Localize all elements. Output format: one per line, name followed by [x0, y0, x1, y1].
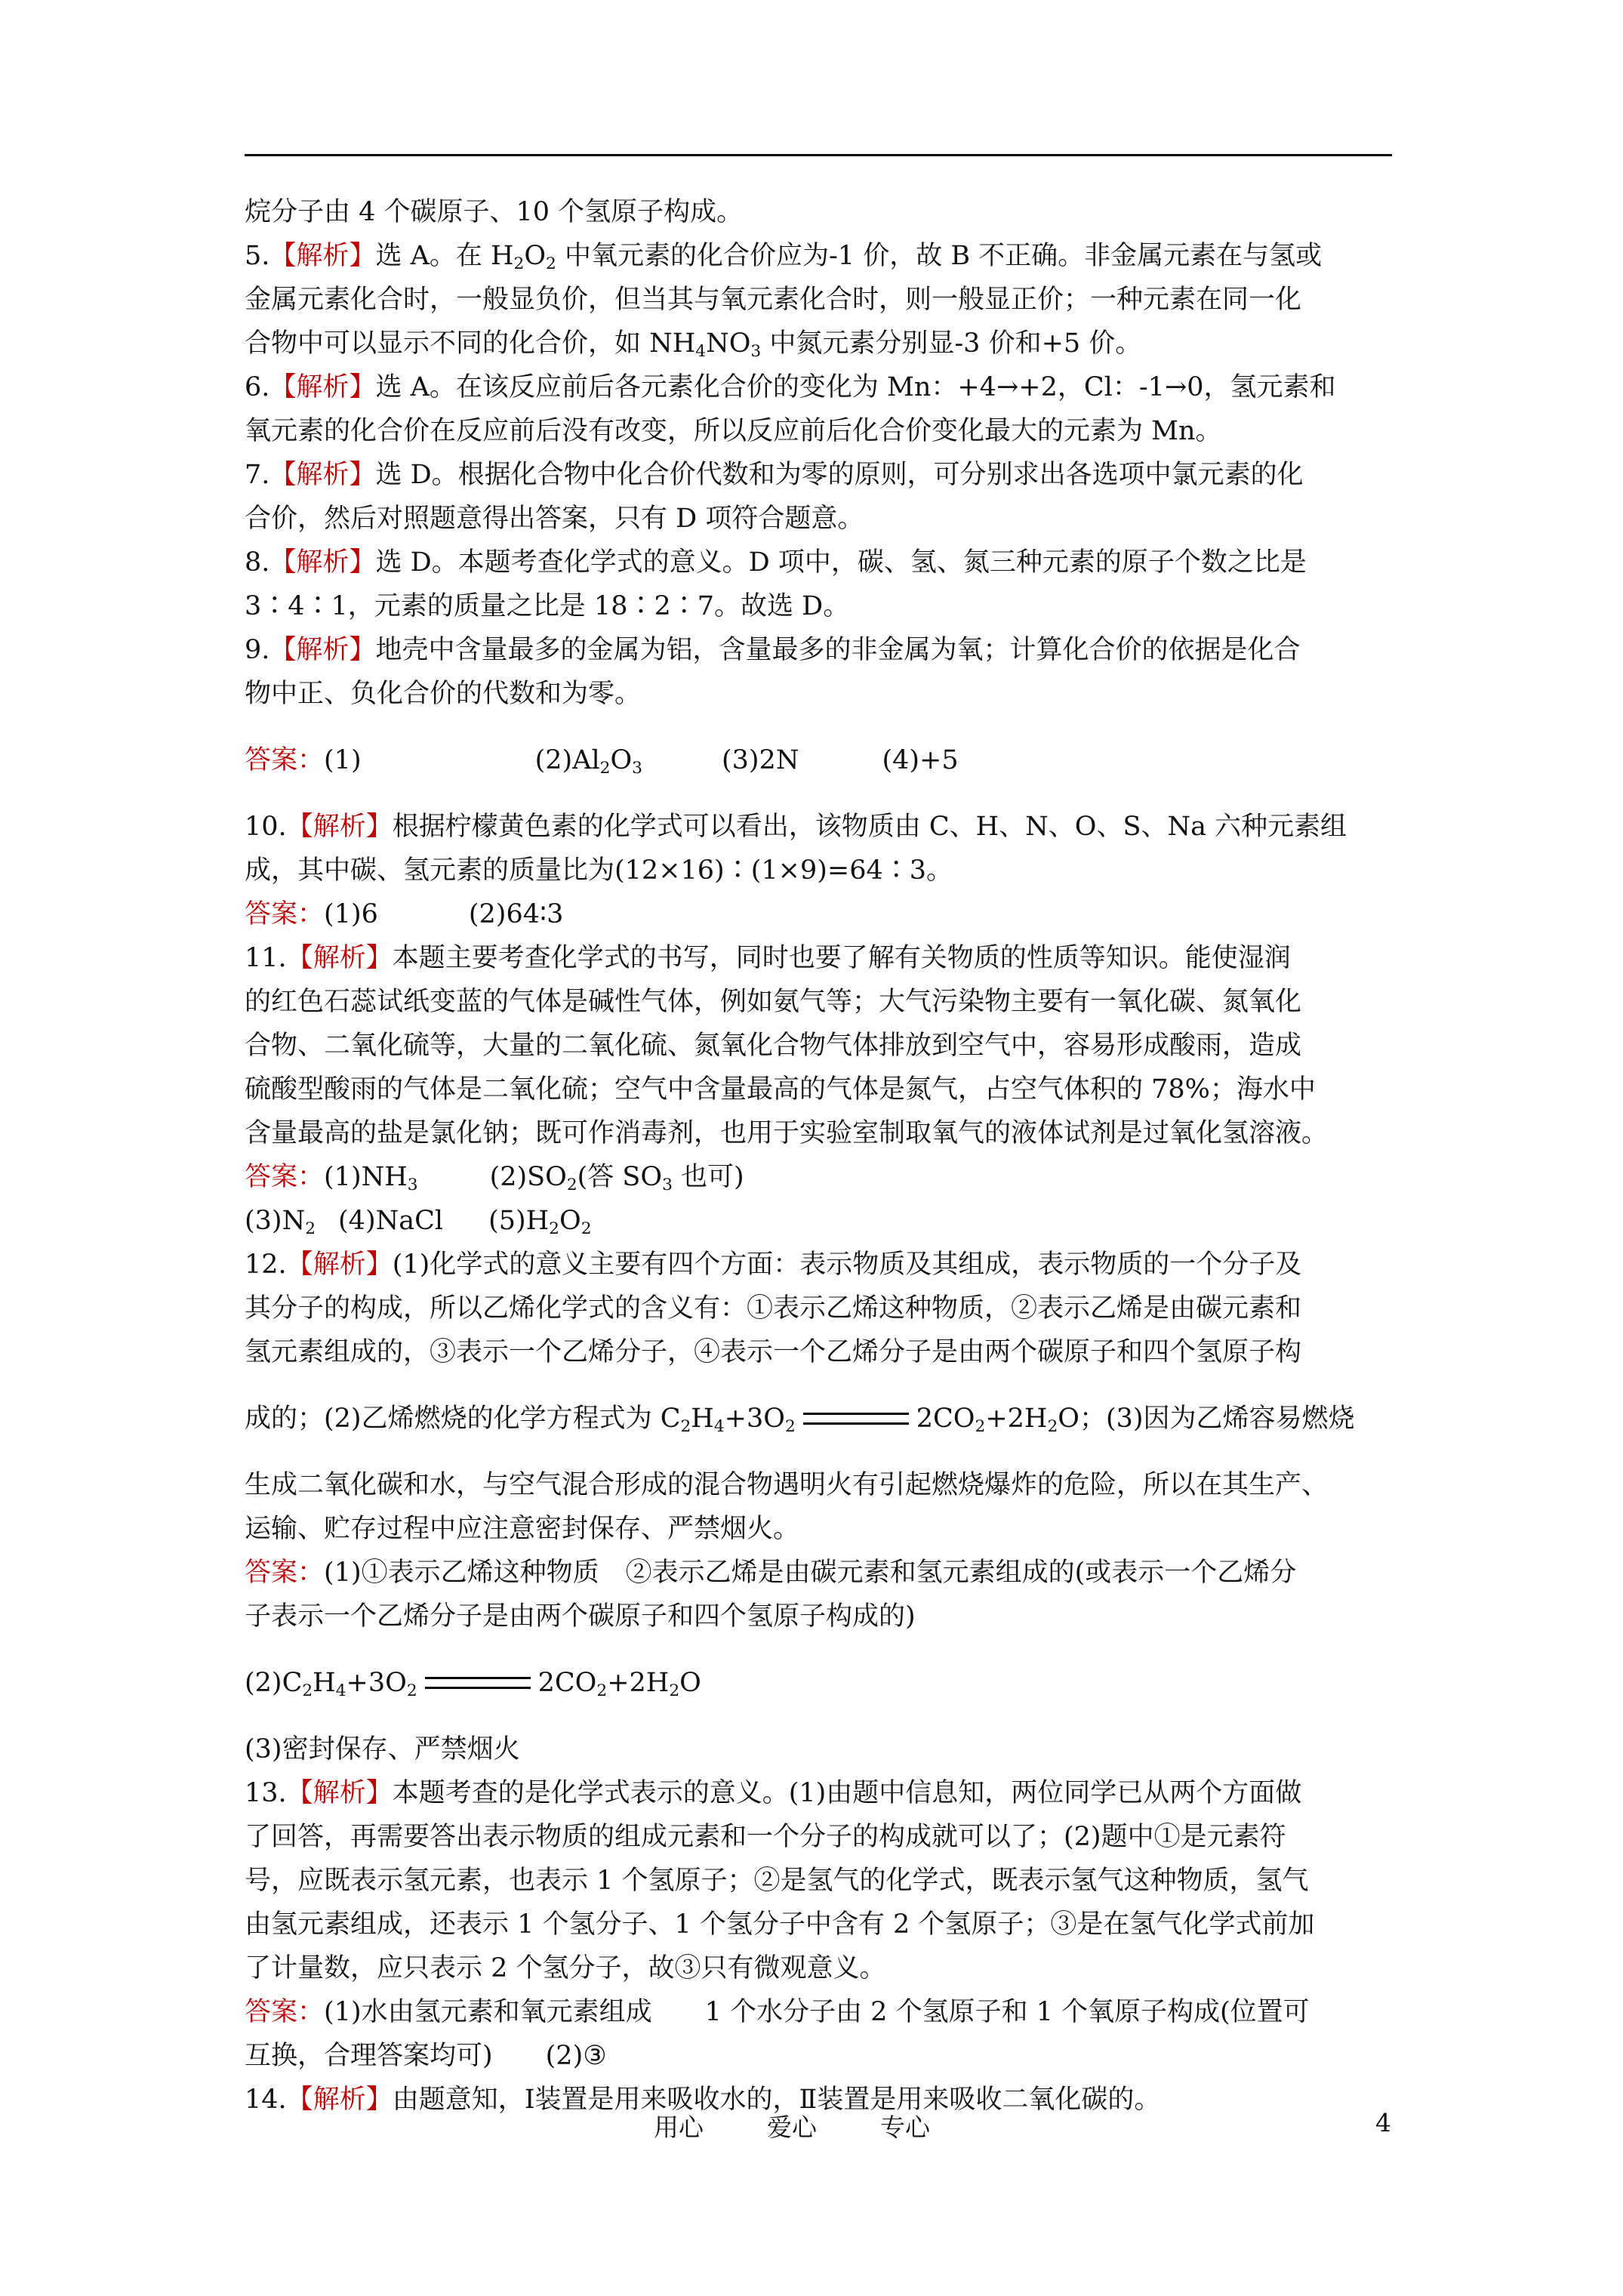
- header-rule: [245, 154, 1392, 156]
- text-line: 运输、贮存过程中应注意密封保存、严禁烟火。: [245, 1514, 800, 1544]
- text-line: 号，应既表示氢元素，也表示 1 个氢原子；②是氢气的化学式，既表示氢气这种物质，氢气: [245, 1866, 1309, 1896]
- text-line: 合价，然后对照题意得出答案，只有 D 项符合题意。: [245, 504, 864, 534]
- text-line: 由氢元素组成，还表示 1 个氢分子、1 个氢分子中含有 2 个氢原子；③是在氢气化学式前加: [245, 1909, 1315, 1940]
- page-number: 4: [1375, 2108, 1391, 2137]
- q11-answer-cont: $(3)N_2$ (4)NaCl $(5)H_2O_2$: [245, 1206, 592, 1239]
- text-line: 了计量数，应只表示 2 个氢分子，故③只有微观意义。: [245, 1953, 886, 1983]
- text-line: 生成二氧化碳和水，与空气混合形成的混合物遇明火有引起燃烧爆炸的危险，所以在其生产、: [245, 1470, 1329, 1500]
- equals-sign: [425, 1677, 531, 1689]
- text-line: 3∶4∶1，元素的质量之比是 18∶2∶7。故选 D。: [245, 591, 850, 621]
- text-line: 含量最高的盐是氯化钠；既可作消毒剂，也用于实验室制取氧气的液体试剂是过氧化氢溶液。: [245, 1118, 1329, 1148]
- q10-answer: 答案：(1)6 (2)64∶3: [245, 899, 564, 929]
- text-line: 的红色石蕊试纸变蓝的气体是碱性气体，例如氨气等；大气污染物主要有一氧化碳、氮氧化: [245, 987, 1302, 1017]
- q8-line: 8.【解析】选 D。本题考查化学式的意义。D 项中，碳、氢、氮三种元素的原子个数之比是: [245, 547, 1307, 578]
- text-line: 氢元素组成的，③表示一个乙烯分子，④表示一个乙烯分子是由两个碳原子和四个氢原子构: [245, 1337, 1302, 1367]
- text-line: 成，其中碳、氢元素的质量比为(12×16)∶(1×9)=64∶3。: [245, 855, 953, 886]
- q12-answer-3: (3)密封保存、严禁烟火: [245, 1734, 520, 1764]
- text-line: 子表示一个乙烯分子是由两个碳原子和四个氢原子构成的): [245, 1601, 916, 1632]
- q13-answer: 答案：(1)水由氢元素和氧元素组成 1 个水分子由 2 个氢原子和 1 个氧原子构成(位置可: [245, 1997, 1310, 2027]
- text-line: 物中正、负化合价的代数和为零。: [245, 679, 642, 709]
- text-line: 硫酸型酸雨的气体是二氧化硫；空气中含量最高的气体是氮气，占空气体积的 78%；海水中: [245, 1074, 1316, 1105]
- page-footer: [0, 2108, 1623, 2146]
- q14-line: 14.【解析】由题意知，Ⅰ装置是用来吸收水的，Ⅱ装置是用来吸收二氧化碳的。: [245, 2085, 1161, 2115]
- footer-text: 专心: [880, 2113, 930, 2142]
- document-body: [245, 190, 1400, 2122]
- text-line: 金属元素化合时，一般显负价，但当其与氧元素化合时，则一般显正价；一种元素在同一化: [245, 285, 1302, 315]
- q9-answer: 答案：(1) $(2)Al_2O_3$ (3)2N (4)+5: [245, 745, 959, 778]
- footer-text: 爱心: [767, 2113, 817, 2142]
- q12-answer-equation: $(2)C_2H_4+3O_2$ $2CO_2+2H_2O$: [245, 1668, 701, 1701]
- q13-line: 13.【解析】本题考查的是化学式表示的意义。(1)由题中信息知，两位同学已从两个方面做: [245, 1778, 1302, 1808]
- equals-sign: [803, 1413, 909, 1425]
- q12-line: 12.【解析】(1)化学式的意义主要有四个方面：表示物质及其组成，表示物质的一个分子及: [245, 1250, 1302, 1280]
- q6-line: 6.【解析】选 A。在该反应前后各元素化合价的变化为 Mn：+4→+2，Cl：-1→0，氢元素和: [245, 372, 1336, 402]
- q12-answer: 答案：(1)①表示乙烯这种物质 ②表示乙烯是由碳元素和氢元素组成的(或表示一个乙烯分: [245, 1558, 1297, 1588]
- q12-equation-line: 成的；(2)乙烯燃烧的化学方程式为 $C_2H_4+3O_2$ $2CO_2+2H_2O$；(3)因为乙烯容易燃烧: [245, 1404, 1355, 1437]
- q11-line: 11.【解析】本题主要考查化学式的书写，同时也要了解有关物质的性质等知识。能使湿润: [245, 943, 1291, 973]
- text-line: 合物、二氧化硫等，大量的二氧化硫、氮氧化合物气体排放到空气中，容易形成酸雨，造成: [245, 1031, 1302, 1061]
- q7-line: 7.【解析】选 D。根据化合物中化合价代数和为零的原则，可分别求出各选项中氯元素的化: [245, 460, 1304, 490]
- text-line: 合物中可以显示不同的化合价，如 $NH_4NO_3$ 中氮元素分别显-3 价和+5 价。: [245, 328, 1142, 362]
- q5-line: 5.【解析】选 A。在 $H_2O_2$ 中氧元素的化合价应为-1 价，故 B 不正确。非金属元素在与氢或: [245, 241, 1323, 274]
- q10-line: 10.【解析】根据柠檬黄色素的化学式可以看出，该物质由 C、H、N、O、S、Na 六种元素组: [245, 812, 1347, 842]
- footer-text: 用心: [654, 2113, 704, 2142]
- text-line: 其分子的构成，所以乙烯化学式的含义有：①表示乙烯这种物质，②表示乙烯是由碳元素和: [245, 1293, 1302, 1324]
- text-line: 氧元素的化合价在反应前后没有改变，所以反应前后化合价变化最大的元素为 Mn。: [245, 416, 1222, 446]
- q11-answer: 答案：$(1)NH_3$ $(2)SO_2$(答 $SO_3$ 也可): [245, 1162, 744, 1195]
- q9-line: 9.【解析】地壳中含量最多的金属为铝，含量最多的非金属为氧；计算化合价的依据是化合: [245, 635, 1301, 665]
- text-line: 烷分子由 4 个碳原子、10 个氢原子构成。: [245, 197, 744, 227]
- text-line: 了回答，再需要答出表示物质的组成元素和一个分子的构成就可以了；(2)题中①是元素符: [245, 1822, 1286, 1852]
- q13-answer-cont: 互换，合理答案均可) (2)③: [245, 2041, 607, 2071]
